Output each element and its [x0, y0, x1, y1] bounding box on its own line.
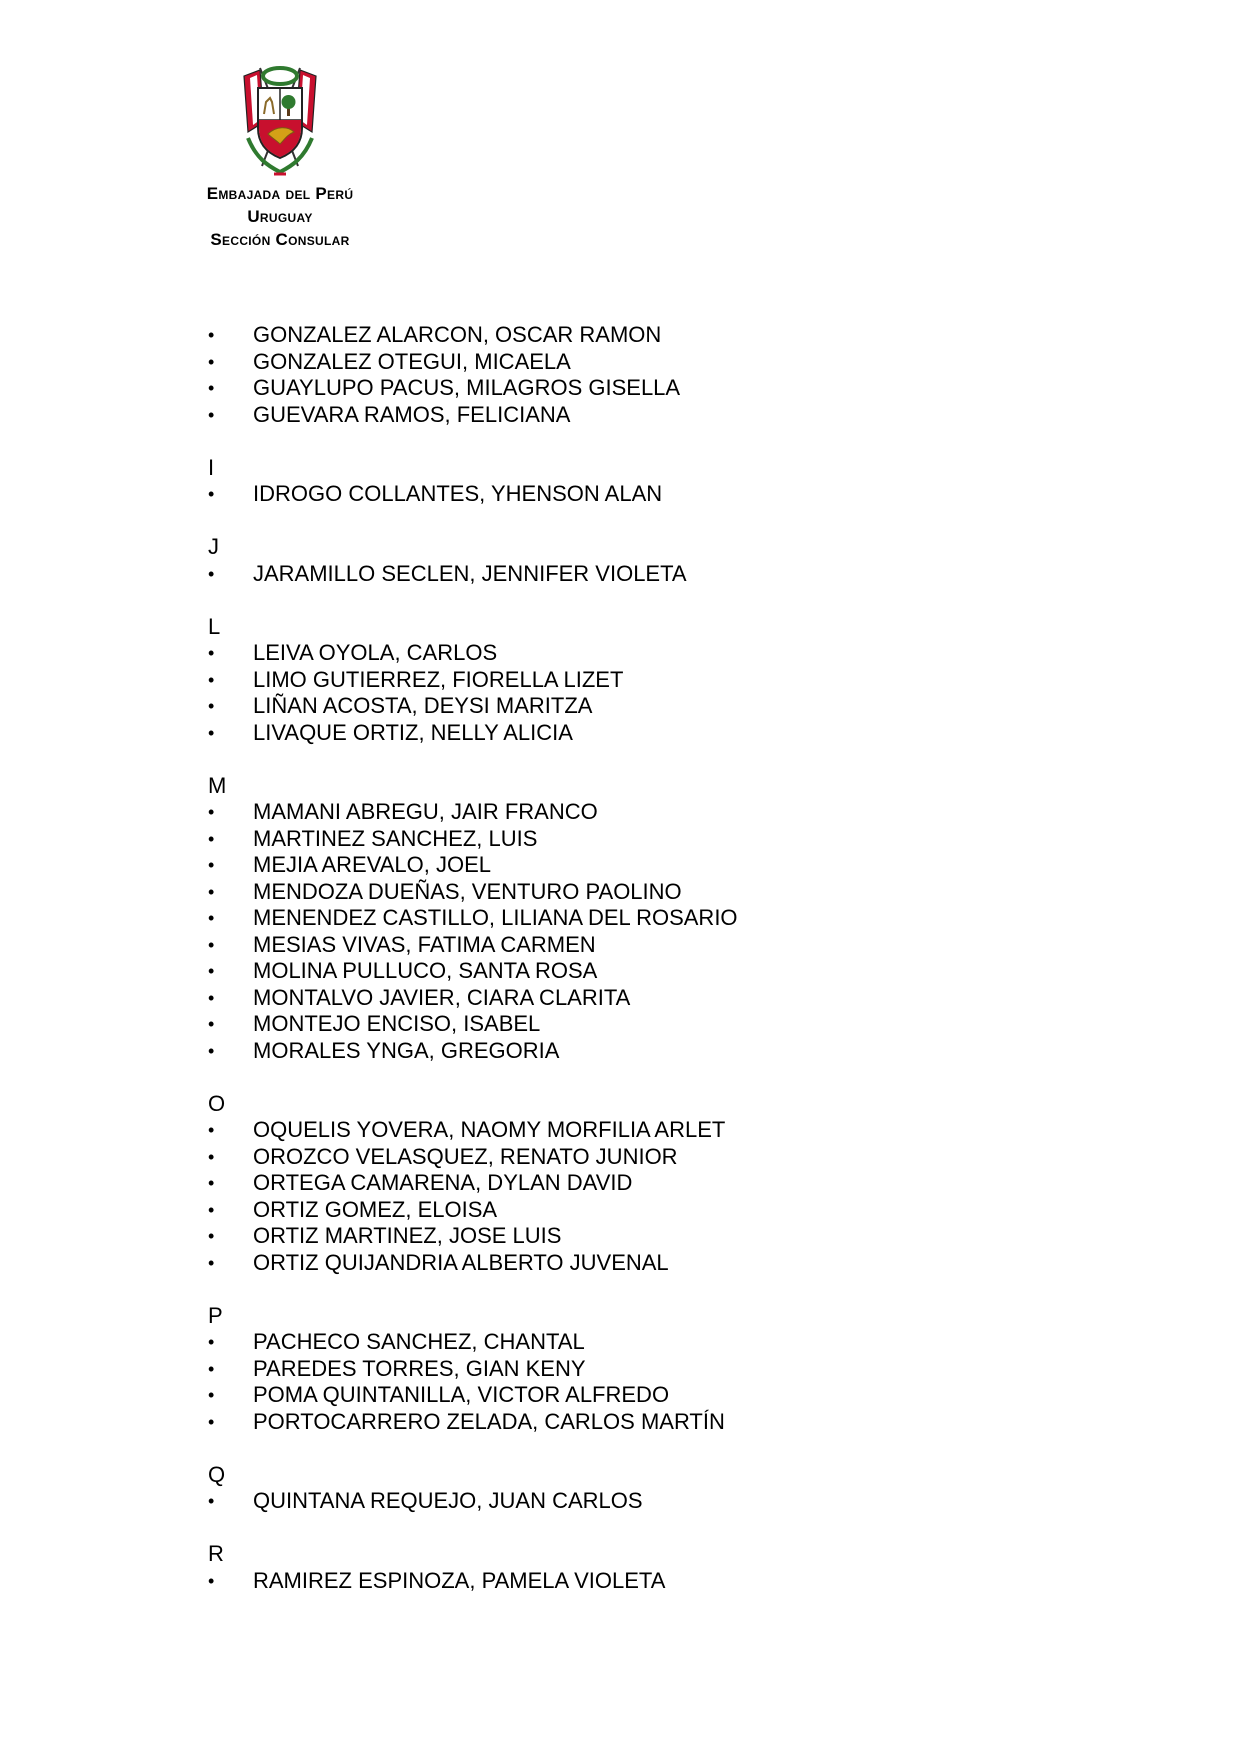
list-item	[208, 932, 1008, 959]
bullet-icon: •	[208, 1173, 215, 1193]
list-item	[208, 1223, 1008, 1250]
bullet-icon: •	[208, 696, 215, 716]
person-name: RAMIREZ ESPINOZA, PAMELA VIOLETA	[253, 1567, 666, 1593]
section-letter-heading: L	[208, 613, 221, 639]
bullet-icon: •	[208, 1385, 215, 1405]
bullet-icon: •	[208, 1570, 215, 1591]
bullet-icon: •	[208, 1226, 215, 1246]
person-name: MENENDEZ CASTILLO, LILIANA DEL ROSARIO	[253, 905, 738, 930]
bullet-icon: •	[208, 643, 215, 663]
list-item	[208, 349, 1008, 376]
person-name: GUAYLUPO PACUS, MILAGROS GISELLA	[253, 375, 681, 400]
roster-section	[208, 773, 1008, 1065]
bullet-icon: •	[208, 563, 215, 584]
person-name: MAMANI ABREGU, JAIR FRANCO	[253, 799, 598, 824]
list-item	[208, 667, 1008, 694]
person-name: JARAMILLO SECLEN, JENNIFER VIOLETA	[253, 560, 687, 586]
list-item	[208, 561, 1008, 588]
bullet-icon: •	[208, 855, 215, 875]
roster-section	[208, 1541, 1008, 1594]
person-name: ORTIZ GOMEZ, ELOISA	[253, 1196, 498, 1222]
org-section-line: Sección Consular	[210, 230, 350, 249]
list-item	[208, 1488, 1008, 1515]
person-name: MOLINA PULLUCO, SANTA ROSA	[253, 958, 598, 983]
person-name: OQUELIS YOVERA, NAOMY MORFILIA ARLET	[253, 1117, 726, 1142]
person-name: LEIVA OYOLA, CARLOS	[253, 640, 498, 665]
list-item	[208, 1197, 1008, 1224]
list-item	[208, 1409, 1008, 1436]
person-name: PORTOCARRERO ZELADA, CARLOS MARTÍN	[253, 1408, 725, 1434]
org-country-line: Uruguay	[247, 207, 313, 226]
bullet-icon: •	[208, 1411, 215, 1432]
list-item	[208, 1038, 1008, 1065]
bullet-icon: •	[208, 1120, 215, 1140]
person-name: MARTINEZ SANCHEZ, LUIS	[253, 825, 538, 851]
person-name: ORTIZ QUIJANDRIA ALBERTO JUVENAL	[253, 1249, 669, 1275]
person-name: MEJIA AREVALO, JOEL	[253, 852, 492, 877]
list-item	[208, 799, 1008, 826]
list-item	[208, 852, 1008, 879]
person-name: QUINTANA REQUEJO, JUAN CARLOS	[253, 1488, 643, 1513]
list-item	[208, 826, 1008, 853]
bullet-icon: •	[208, 1146, 215, 1167]
person-name: POMA QUINTANILLA, VICTOR ALFREDO	[253, 1382, 670, 1407]
bullet-icon: •	[208, 722, 215, 743]
list-item	[208, 322, 1008, 349]
list-item	[208, 1170, 1008, 1197]
bullet-icon: •	[208, 987, 215, 1008]
bullet-icon: •	[208, 484, 215, 504]
bullet-icon: •	[208, 881, 215, 902]
letterhead	[180, 62, 380, 251]
list-item	[208, 402, 1008, 429]
roster-section	[208, 322, 1008, 428]
list-item	[208, 958, 1008, 985]
bullet-icon: •	[208, 828, 215, 849]
bullet-icon: •	[208, 351, 215, 372]
list-item	[208, 375, 1008, 402]
person-name: ORTIZ MARTINEZ, JOSE LUIS	[253, 1223, 562, 1248]
roster-section	[208, 1091, 1008, 1277]
person-name: MONTEJO ENCISO, ISABEL	[253, 1011, 541, 1036]
list-item	[208, 693, 1008, 720]
bullet-icon: •	[208, 1040, 215, 1061]
person-name: IDROGO COLLANTES, YHENSON ALAN	[253, 481, 663, 506]
roster-section	[208, 455, 1008, 508]
roster-section	[208, 1303, 1008, 1436]
bullet-icon: •	[208, 802, 215, 822]
list-item	[208, 1568, 1008, 1595]
list-item	[208, 481, 1008, 508]
person-name: GONZALEZ ALARCON, OSCAR RAMON	[253, 322, 662, 347]
section-letter-heading: O	[208, 1090, 226, 1116]
list-item	[208, 879, 1008, 906]
person-name: MENDOZA DUEÑAS, VENTURO PAOLINO	[253, 878, 682, 904]
section-letter-heading: I	[208, 454, 215, 480]
list-item	[208, 1382, 1008, 1409]
bullet-icon: •	[208, 961, 215, 981]
name-roster	[208, 322, 1008, 1621]
bullet-icon: •	[208, 1199, 215, 1220]
bullet-icon: •	[208, 934, 215, 955]
person-name: MORALES YNGA, GREGORIA	[253, 1037, 560, 1063]
section-letter-heading: Q	[208, 1461, 226, 1487]
person-name: LIVAQUE ORTIZ, NELLY ALICIA	[253, 719, 573, 745]
bullet-icon: •	[208, 1252, 215, 1273]
person-name: MONTALVO JAVIER, CIARA CLARITA	[253, 984, 631, 1010]
section-letter-heading: J	[208, 534, 219, 559]
person-name: GONZALEZ OTEGUI, MICAELA	[253, 348, 571, 374]
list-item	[208, 985, 1008, 1012]
person-name: OROZCO VELASQUEZ, RENATO JUNIOR	[253, 1143, 678, 1169]
person-name: LIMO GUTIERREZ, FIORELLA LIZET	[253, 666, 624, 692]
bullet-icon: •	[208, 1014, 215, 1034]
list-item	[208, 905, 1008, 932]
roster-section	[208, 534, 1008, 587]
person-name: PACHECO SANCHEZ, CHANTAL	[253, 1329, 585, 1354]
person-name: PAREDES TORRES, GIAN KENY	[253, 1355, 586, 1381]
person-name: ORTEGA CAMARENA, DYLAN DAVID	[253, 1170, 633, 1195]
list-item	[208, 1144, 1008, 1171]
person-name: LIÑAN ACOSTA, DEYSI MARITZA	[253, 693, 593, 718]
roster-section	[208, 1462, 1008, 1515]
bullet-icon: •	[208, 325, 215, 345]
section-letter-heading: M	[208, 772, 227, 798]
roster-section	[208, 614, 1008, 747]
list-item	[208, 1250, 1008, 1277]
list-item	[208, 720, 1008, 747]
org-name-line: Embajada del Perú	[206, 184, 354, 203]
list-item	[208, 1011, 1008, 1038]
person-name: MESIAS VIVAS, FATIMA CARMEN	[253, 931, 596, 957]
bullet-icon: •	[208, 1332, 215, 1352]
section-letter-heading: R	[208, 1541, 224, 1566]
person-name: GUEVARA RAMOS, FELICIANA	[253, 401, 571, 427]
bullet-icon: •	[208, 669, 215, 690]
section-letter-heading: P	[208, 1302, 223, 1328]
list-item	[208, 1329, 1008, 1356]
bullet-icon: •	[208, 1358, 215, 1379]
bullet-icon: •	[208, 908, 215, 928]
list-item	[208, 1117, 1008, 1144]
list-item	[208, 640, 1008, 667]
bullet-icon: •	[208, 378, 215, 398]
bullet-icon: •	[208, 1491, 215, 1511]
list-item	[208, 1356, 1008, 1383]
bullet-icon: •	[208, 404, 215, 425]
peru-coat-of-arms-icon	[224, 62, 336, 180]
